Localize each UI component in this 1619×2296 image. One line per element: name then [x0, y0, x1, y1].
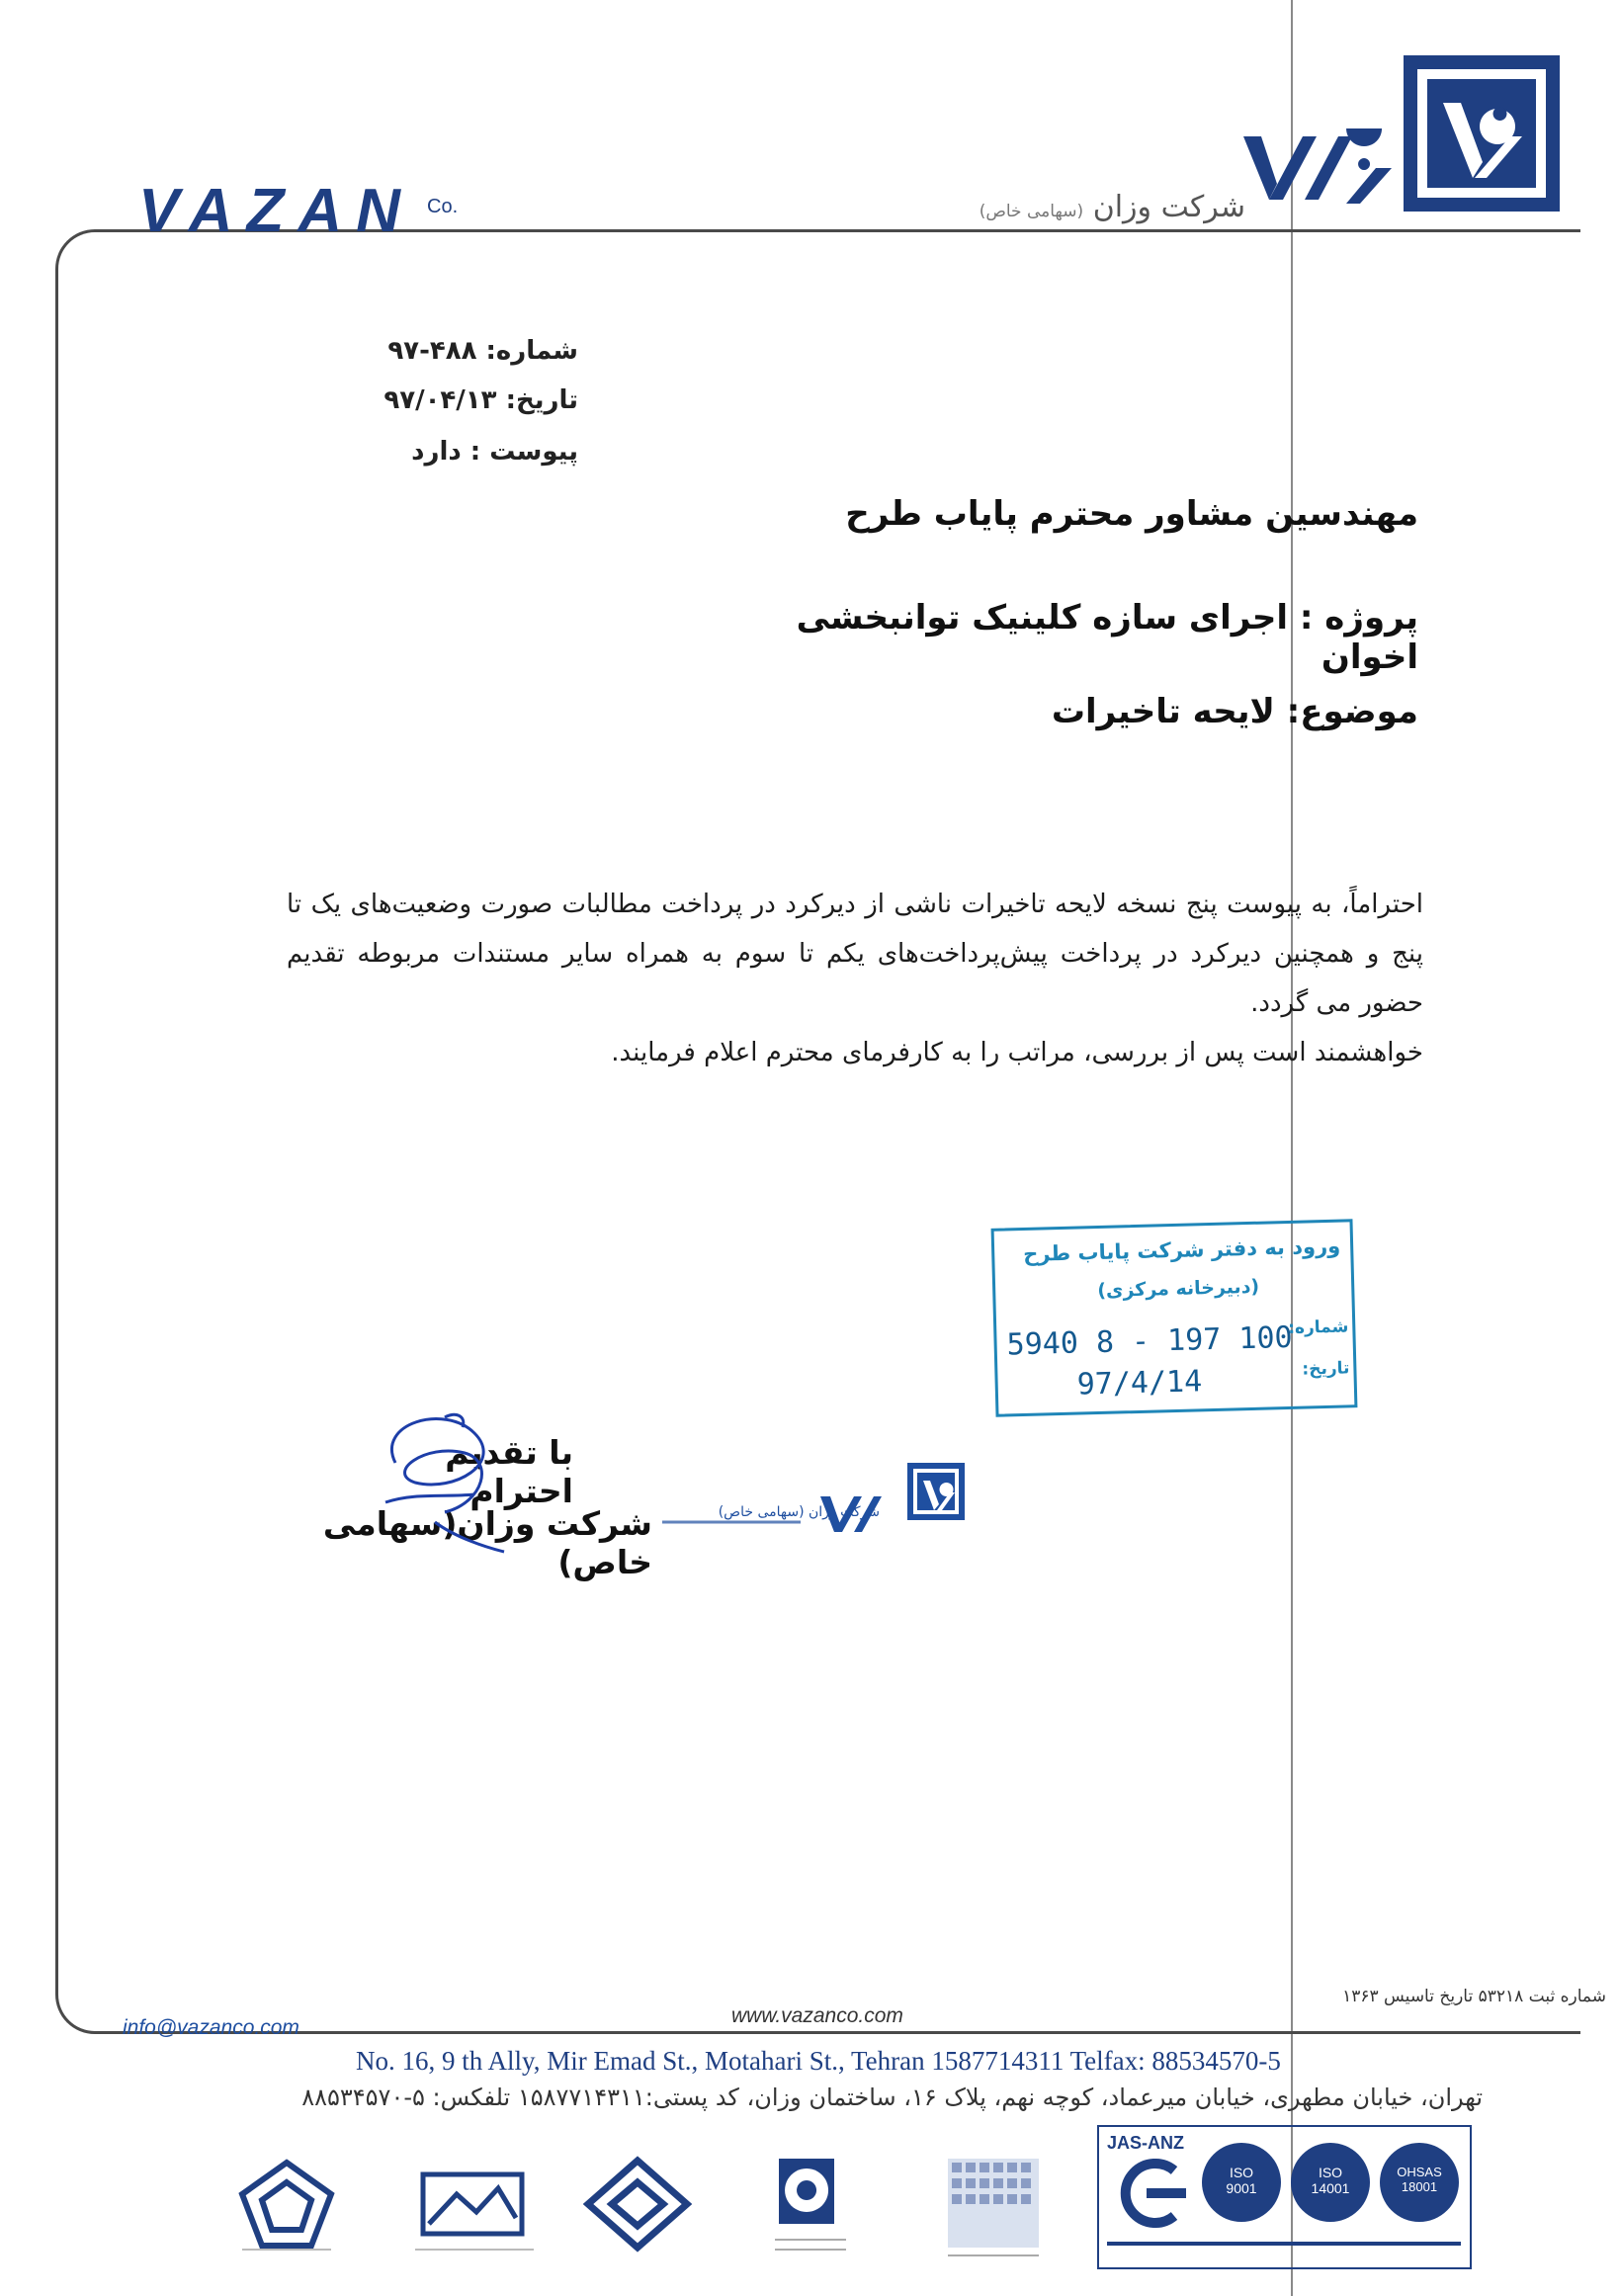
stamp-date-value: 97/4/14	[1076, 1364, 1203, 1403]
stamp-number-value: 100 197 - 8 5940	[1006, 1319, 1294, 1363]
registry-stamp	[991, 1219, 1358, 1417]
company-name: شرکت وزان	[1092, 190, 1245, 224]
vazan-logo-suffix: Co.	[427, 196, 459, 217]
letter-date: تاریخ: ۹۷/۰۴/۱۳	[383, 385, 578, 415]
building-association-logo-icon	[944, 2155, 1043, 2263]
project-line: پروژه : اجرای سازه کلینیک توانبخشی اخوان	[796, 598, 1418, 677]
stamp-subtitle: (دبیرخانه مرکزی)	[1097, 1275, 1260, 1303]
vazan-wordmark-icon	[1243, 128, 1402, 208]
signatory: شرکت وزان(سهامی خاص)	[322, 1504, 652, 1581]
ohsas-18001-seal	[1380, 2143, 1459, 2222]
vazan-latin-logo: VAZAN	[138, 177, 414, 245]
ohsas-line-2: 18001	[1401, 2179, 1438, 2194]
stamp-title: ورود به دفتر شرکت پایاب طرح	[1022, 1233, 1341, 1266]
iso-9001-line-2: 9001	[1226, 2180, 1257, 2196]
contractors-association-logo-icon	[232, 2155, 341, 2253]
certifications-panel	[1097, 2125, 1472, 2269]
jas-anz-label: JAS-ANZ	[1107, 2133, 1185, 2153]
letter-body	[287, 880, 1423, 1077]
seal-caption: شرکت وزان (سهامی خاص)	[718, 1504, 880, 1520]
iso-14001-seal	[1291, 2143, 1370, 2222]
address-english: No. 16, 9 th Ally, Mir Emad St., Motahari St., Tehran 1587714311 Telfax: 88534570-5	[356, 2046, 1281, 2076]
closing-phrase: با تقدیم احترام	[445, 1433, 573, 1510]
vazan-logo-emblem-icon	[1404, 55, 1560, 212]
iso-14001-line-1: ISO	[1318, 2165, 1343, 2180]
iso-9001-seal	[1202, 2143, 1281, 2222]
company-name-fa	[929, 190, 1245, 224]
letter-number: شماره: ۴۸۸-۹۷	[387, 336, 578, 366]
addressee: مهندسین مشاور محترم پایاب طرح	[845, 494, 1418, 534]
body-paragraph: احتراماً، به پیوست پنج نسخه لایحه تاخیرات ناشی از دیرکرد در پرداخت مطالبات صورت وضعیت‌های یک تا پنج و همچنین دیرکرد در پرداخت پیش‌پرداخت‌های یکم تا سوم به همراه سایر مستندات مربوطه تقدیم حضور می گردد.	[287, 890, 1423, 1018]
jas-anz-logo-icon	[1113, 2159, 1192, 2228]
website-link[interactable]: www.vazanco.com	[731, 2004, 903, 2027]
subject-line: موضوع: لایحه تاخیرات	[1051, 692, 1418, 731]
iso-9001-line-1: ISO	[1229, 2165, 1254, 2180]
iso-14001-line-2: 14001	[1311, 2180, 1350, 2196]
concrete-association-logo-icon	[771, 2155, 850, 2263]
handwritten-signature-icon	[356, 1403, 534, 1562]
certification-fine-print-bar	[1107, 2242, 1461, 2246]
email-link[interactable]: info@vazanco.com	[123, 2016, 299, 2039]
mass-builders-association-logo-icon	[578, 2155, 697, 2253]
body-paragraph: خواهشمند است پس از بررسی، مراتب را به کارفرمای محترم اعلام فرمایند.	[611, 1038, 1423, 1067]
letter-attachment: پیوست : دارد	[411, 437, 578, 467]
stamp-number-label: شماره:	[1287, 1317, 1349, 1338]
company-type: (سهامی خاص)	[979, 202, 1084, 221]
address-persian: تهران، خیابان مطهری، خیابان میرعماد، کوچه نهم، پلاک ۱۶، ساختمان وزان، کد پستی:۱۵۸۷۷۱۴۳۱۱ تلفکس: ۵-۸۸۵۳۴۵۷۰	[301, 2083, 1483, 2111]
registration-info: شماره ثبت ۵۳۲۱۸ تاریخ تاسیس ۱۳۶۳	[1342, 1987, 1606, 2006]
engineering-organization-logo-icon	[405, 2155, 544, 2253]
stamp-date-label: تاریخ:	[1302, 1358, 1350, 1380]
ohsas-line-1: OHSAS	[1397, 2165, 1442, 2179]
